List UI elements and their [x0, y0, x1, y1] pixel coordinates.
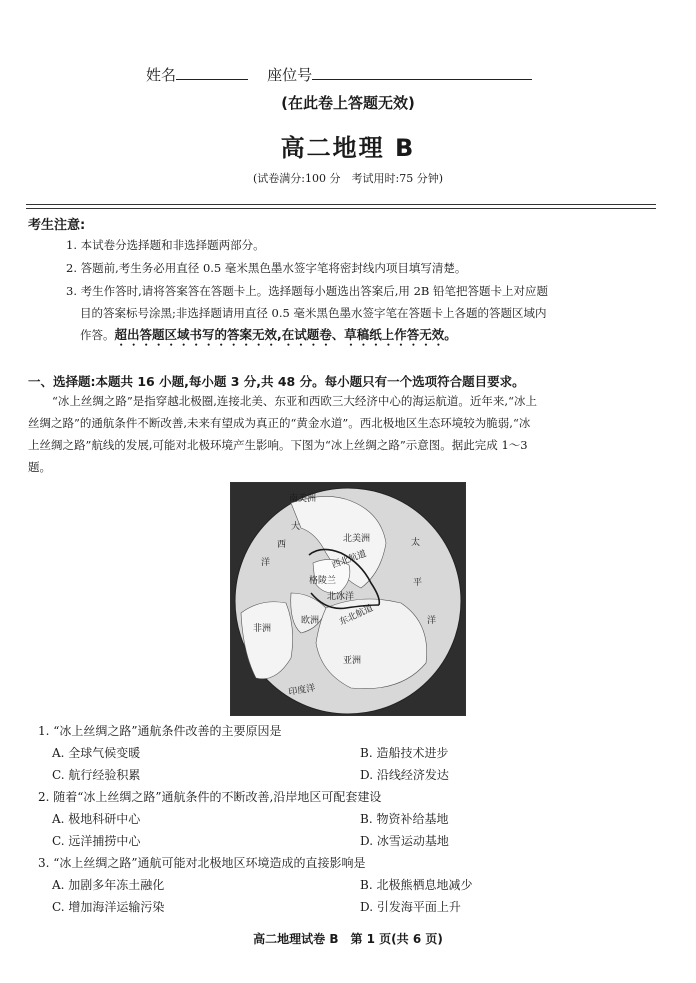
question-1-option-c: C. 航行经验积累 — [52, 768, 141, 782]
seat-label: 座位号 — [267, 66, 313, 84]
label-northeast-passage: 东北航道 — [338, 603, 375, 628]
question-3-stem: 3. “冰上丝绸之路”通航可能对北极地区环境造成的直接影响是 — [38, 856, 366, 870]
map-drawing — [231, 483, 465, 715]
instruction-3-plain: 作答。 — [80, 328, 115, 342]
instruction-3-line2: 目的答案标号涂黑;非选择题请用直径 0.5 毫米黑色墨水签字笔在答题卡上各题的答题区域内 — [80, 306, 547, 320]
name-label: 姓名 — [146, 66, 177, 84]
page-title: 高二地理 B — [280, 134, 416, 162]
question-1-option-d: D. 沿线经济发达 — [360, 768, 449, 782]
label-arctic-ocean: 北冰洋 — [327, 592, 355, 602]
label-atlantic-3: 洋 — [261, 558, 271, 568]
intro-line-4: 题。 — [28, 460, 51, 474]
instruction-1: 1. 本试卷分选择题和非选择题两部分。 — [66, 238, 265, 252]
instruction-3-line1: 3. 考生作答时,请将答案答在答题卡上。选择题每小题选出答案后,用 2B 铅笔把答题卡上对应题 — [66, 284, 549, 298]
label-europe: 欧洲 — [301, 616, 320, 626]
question-2-option-c: C. 远洋捕捞中心 — [52, 834, 141, 848]
question-1-stem: 1. “冰上丝绸之路”通航条件改善的主要原因是 — [38, 724, 282, 738]
question-3-option-b: B. 北极熊栖息地减少 — [360, 878, 473, 892]
exam-info: (试卷满分:100 分 考试用时:75 分钟) — [253, 172, 443, 185]
label-pacific-3: 洋 — [427, 616, 437, 626]
question-1-option-a: A. 全球气候变暖 — [52, 746, 141, 760]
name-seat-line — [146, 64, 532, 85]
name-blank — [176, 65, 248, 80]
label-indian-ocean: 印度洋 — [287, 683, 317, 698]
question-2-option-b: B. 物资补给基地 — [360, 812, 449, 826]
seat-blank — [312, 65, 532, 80]
instruction-3-line3 — [80, 324, 457, 349]
instruction-3-emphasis: 超出答题区域书写的答案无效,在试题卷、草稿纸上作答无效。 — [114, 327, 457, 342]
question-2-stem: 2. 随着“冰上丝绸之路”通航条件的不断改善,沿岸地区可配套建设 — [38, 790, 382, 804]
label-atlantic-2: 西 — [277, 540, 287, 550]
intro-line-2: 丝绸之路”的通航条件不断改善,未来有望成为真正的“黄金水道”。西北极地区生态环境较为脆弱,“冰 — [28, 416, 531, 430]
label-atlantic-1: 大 — [291, 522, 301, 532]
question-2-option-d: D. 冰雪运动基地 — [360, 834, 449, 848]
label-north-america: 北美洲 — [343, 534, 371, 544]
question-3-option-a: A. 加剧多年冻土融化 — [52, 878, 165, 892]
no-answer-notice: (在此卷上答题无效) — [281, 94, 415, 112]
question-2-option-a: A. 极地科研中心 — [52, 812, 141, 826]
intro-line-1: “冰上丝绸之路”是指穿越北极圈,连接北美、东亚和西欧三大经济中心的海运航道。近年来,“冰上 — [52, 394, 537, 408]
label-south-america: 南美洲 — [289, 494, 317, 504]
instructions-heading: 考生注意: — [28, 218, 86, 233]
label-africa: 非洲 — [253, 624, 272, 634]
question-1-option-b: B. 造船技术进步 — [360, 746, 449, 760]
section-heading: 一、选择题:本题共 16 小题,每小题 3 分,共 48 分。每小题只有一个选项符合题目要求。 — [28, 374, 525, 389]
question-3-option-d: D. 引发海平面上升 — [360, 900, 461, 914]
instruction-2: 2. 答题前,考生务必用直径 0.5 毫米黑色墨水签字笔将密封线内项目填写清楚。 — [66, 261, 467, 275]
divider-top — [26, 204, 656, 205]
label-pacific-1: 太 — [411, 538, 421, 548]
label-northwest-passage: 西北航道 — [330, 549, 368, 571]
label-pacific-2: 平 — [413, 578, 423, 588]
intro-line-3: 上丝绸之路”航线的发展,可能对北极环境产生影响。下图为“冰上丝绸之路”示意图。据此完成 1～3 — [28, 438, 528, 452]
question-3-option-c: C. 增加海洋运输污染 — [52, 900, 165, 914]
divider-bottom — [26, 208, 656, 209]
page-footer: 高二地理试卷 B 第 1 页(共 6 页) — [253, 932, 443, 946]
label-greenland: 格陵兰 — [309, 576, 337, 586]
label-asia: 亚洲 — [343, 656, 362, 666]
arctic-route-map — [230, 482, 466, 716]
